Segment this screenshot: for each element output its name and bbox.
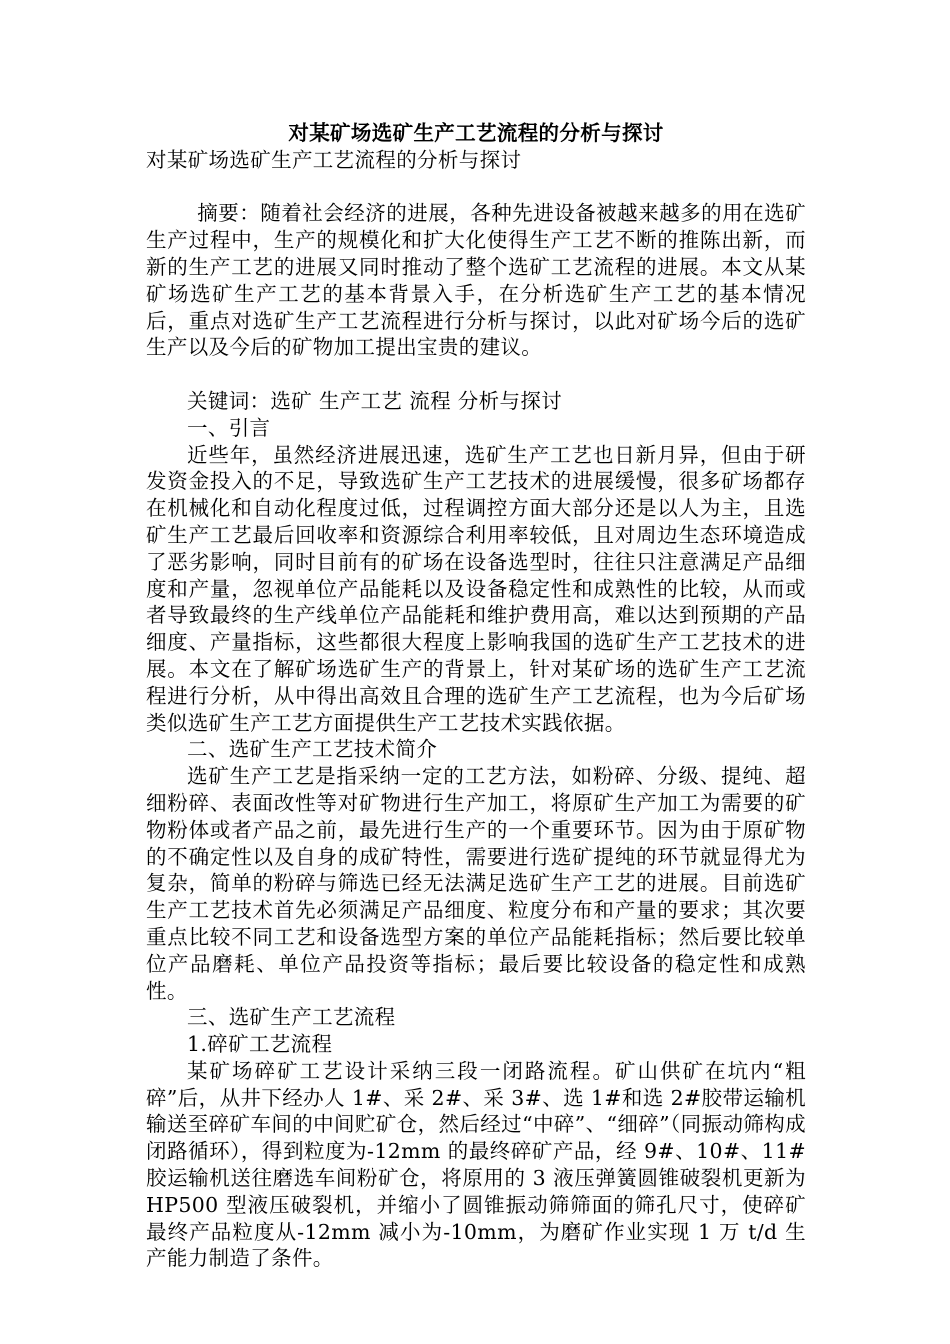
introduction-paragraph: 近些年，虽然经济进展迅速，选矿生产工艺也日新月异，但由于研发资金投入的不足，导致选矿生产工艺技术的进展缓慢，很多矿场都存在机械化和自动化程度过低，过程调控方面大部分还是以人为主，且选矿生产工艺最后回收率和资源综合利用率较低，且对周边生态环境造成了恶劣影响，同时目前有的矿场在设备选型时，往往只注意满足产品细度和产量，忽视单位产品能耗以及设备稳定性和成熟性的比较，从而或者导致最终的生产线单位产品能耗和维护费用高，难以达到预期的产品细度、产量指标，这些都很大程度上影响我国的选矿生产工艺技术的进展。本文在了解矿场选矿生产的背景上，针对某矿场的选矿生产工艺流程进行分析，从中得出高效且合理的选矿生产工艺流程，也为今后矿场类似选矿生产工艺方面提供生产工艺技术实践依据。: [146, 442, 806, 735]
section-heading-introduction: 一、引言: [187, 415, 271, 440]
keywords-line: 关键词：选矿 生产工艺 流程 分析与探讨: [187, 388, 563, 413]
document-title: 对某矿场选矿生产工艺流程的分析与探讨: [288, 121, 664, 145]
crushing-process-paragraph: 某矿场碎矿工艺设计采纳三段一闭路流程。矿山供矿在坑内“粗碎”后，从井下经办人 1#、采 2#、采 3#、选 1#和选 2#胶带运输机输送至碎矿车间的中间贮矿仓，然后经过“中碎”、“细碎”（同振动筛构成闭路循环），得到粒度为-12mm 的最终碎矿产品，经 9#、10#、11#胶运输机送往磨选车间粉矿仓，将原用的 3 液压弹簧圆锥破裂机更新为 HP500 型液压破裂机，并缩小了圆锥振动筛筛面的筛孔尺寸，使碎矿最终产品粒度从-12mm 减小为-10mm，为磨矿作业实现 1 万 t/d 生产能力制造了条件。: [146, 1058, 806, 1271]
spacer: [146, 174, 806, 201]
section-heading-technology-overview: 二、选矿生产工艺技术简介: [187, 737, 438, 762]
subsection-heading-crushing: 1.碎矿工艺流程: [187, 1032, 333, 1057]
section-heading-process-flow: 三、选矿生产工艺流程: [187, 1005, 396, 1030]
document-subtitle: 对某矿场选矿生产工艺流程的分析与探讨: [146, 147, 522, 172]
technology-overview-paragraph: 选矿生产工艺是指采纳一定的工艺方法，如粉碎、分级、提纯、超细粉碎、表面改性等对矿物进行生产加工，将原矿生产加工为需要的矿物粉体或者产品之前，最先进行生产的一个重要环节。因为由于原矿物的不确定性以及自身的成矿特性，需要进行选矿提纯的环节就显得尤为复杂，简单的粉碎与筛选已经无法满足选矿生产工艺的进展。目前选矿生产工艺技术首先必须满足产品细度、粒度分布和产量的要求；其次要重点比较不同工艺和设备选型方案的单位产品能耗指标；然后要比较单位产品磨耗、单位产品投资等指标；最后要比较设备的稳定性和成熟性。: [146, 764, 806, 1003]
document-body: [146, 120, 806, 1272]
spacer: [146, 361, 806, 388]
abstract-paragraph: 摘要：随着社会经济的进展，各种先进设备被越来越多的用在选矿生产过程中，生产的规模化和扩大化使得生产工艺不断的推陈出新，而新的生产工艺的进展又同时推动了整个选矿工艺流程的进展。本文从某矿场选矿生产工艺的基本背景入手，在分析选矿生产工艺的基本情况后，重点对选矿生产工艺流程进行分析与探讨，以此对矿场今后的选矿生产以及今后的矿物加工提出宝贵的建议。: [146, 201, 806, 360]
